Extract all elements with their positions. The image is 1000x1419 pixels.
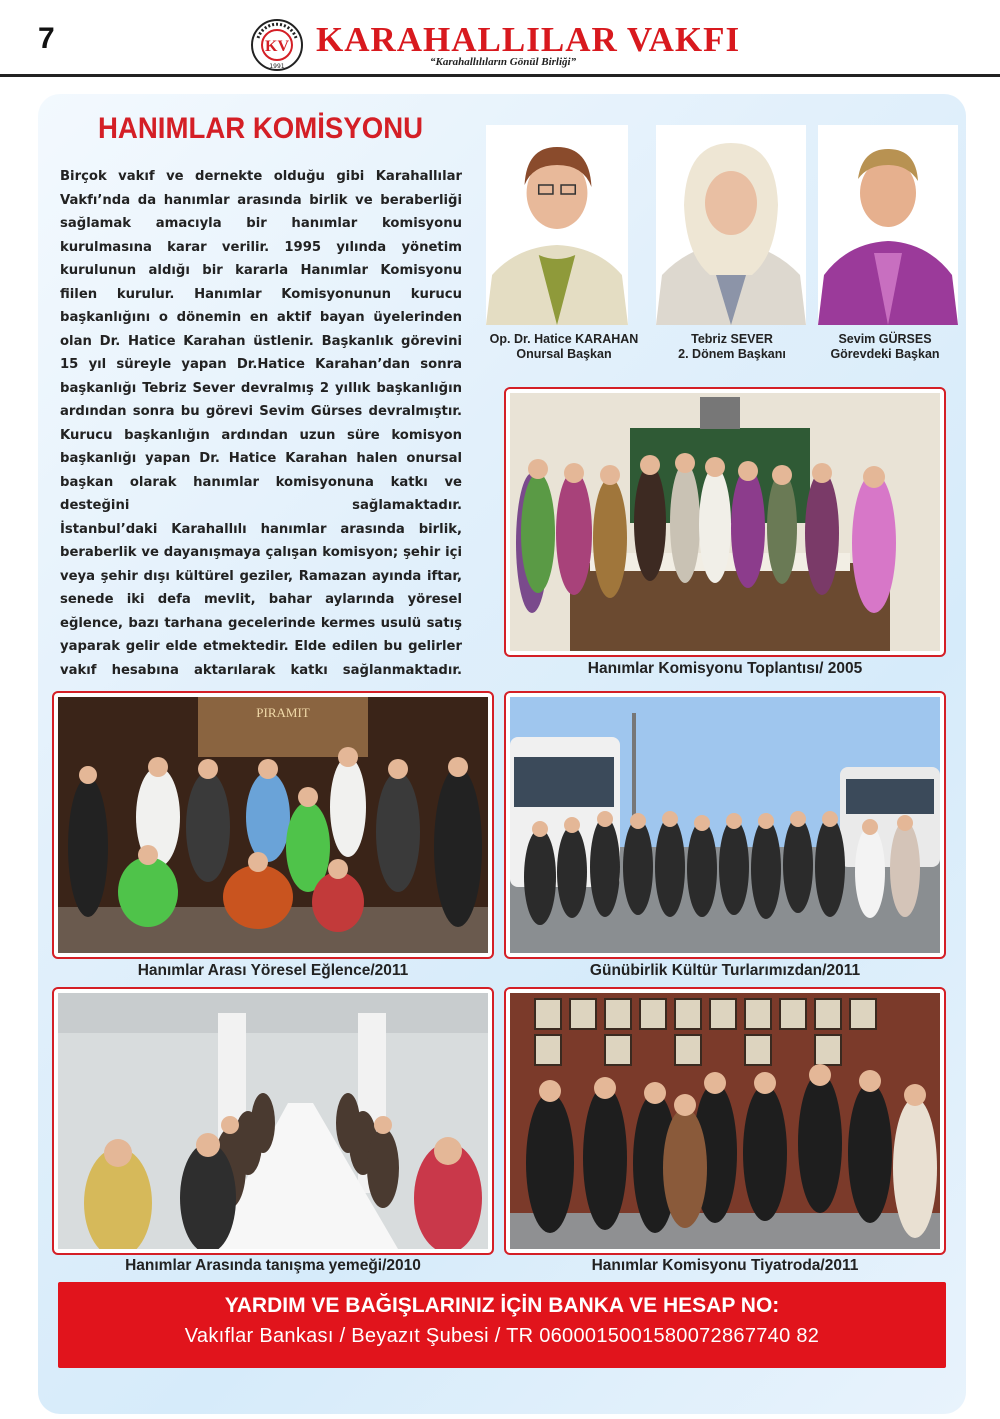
article-paragraph: Kurucu başkanlığın ardından uzun süre komisyon başkanlığı yapan Dr. Hatice Karahan halen onursal başkan olarak hanımlar komisyonuna katkı ve desteğini sağlamaktadır. [60,427,462,513]
portrait-name: Op. Dr. Hatice KARAHAN [489,332,639,346]
meeting-photo [510,393,940,651]
theatre-photo [510,993,940,1249]
photo-committee-at-theatre-2011 [504,987,946,1255]
portrait-photo [656,125,806,325]
bank-info-banner [58,1282,946,1368]
portrait-role: Görevdeki Başkan [830,347,940,361]
article-paragraph: İstanbul’daki Karahallılı hanımlar arasında birlik, beraberlik ve dayanışmaya çalışan komisyon; şehir içi veya şehir dışı kültürel geziler, Ramazan ayında iftar, senede iki defa mevlit, bahar aylarında yöresel eğlence, bazı tarhana gecelerinde kermes usulü satış yaparak gelir elde etmektedir. Elde edilen bu gelirler vakıf hesabına aktarılarak katkı sağlanmaktadır. [60,521,462,678]
tour-photo [510,697,940,953]
photo-caption: Hanımlar Komisyonu Toplantısı/ 2005 [587,660,863,677]
photo-regional-entertainment-2011 [52,691,494,959]
dinner-photo [58,993,488,1249]
photo-culture-tours-2011 [504,691,946,959]
portrait-caption-sevim [800,332,970,362]
photo-caption: Günübirlik Kültür Turlarımızdan/2011 [589,962,861,979]
portrait-caption-hatice [479,332,649,362]
portrait-name: Tebriz SEVER [691,332,773,346]
portrait-tebriz-sever [656,125,806,325]
bank-info-title: YARDIM VE BAĞIŞLARINIZ İÇİN BANKA VE HESAP NO: [224,1294,780,1317]
photo-committee-meeting-2005 [504,387,946,657]
foundation-slogan: “Karahallılıların Gönül Birliği” [430,56,577,68]
photo-caption: Hanımlar Arası Yöresel Eğlence/2011 [137,962,409,979]
portrait-caption-tebriz [647,332,817,362]
foundation-name: KARAHALLILAR VAKFI [316,20,741,59]
portrait-name: Sevim GÜRSES [838,332,932,346]
article-paragraph: Birçok vakıf ve dernekte olduğu gibi Karahallılar Vakfı’nda da hanımlar arasında birlik ve beraberliği sağlamak amacıyla bir hanımlar komisyonu kurulmasına karar verilir. 1995 yılında yönetim kurulunun aldığı bir kararla Hanımlar Komisyonu fiilen kurulur. Hanımlar Komisyonunun kurucu başkanlığını o dönemin en aktif bayan üyelerinden olan Dr. Hatice Karahan üstlenir. Başkanlık görevini 15 yıl süreyle yapan Dr.Hatice Karahan’dan sonra başkanlığı Tebriz Sever devralmış 2 yıllık başkanlığın ardından sonra bu görevi Sevim Gürses devralmıştır. [60,169,462,419]
photo-introduction-dinner-2010 [52,987,494,1255]
photo-caption: Hanımlar Arasında tanışma yemeği/2010 [125,1257,421,1274]
portrait-photo [486,125,628,325]
portrait-sevim-gurses [818,125,958,325]
article-body [60,165,462,682]
photo-caption: Hanımlar Komisyonu Tiyatroda/2011 [591,1257,859,1274]
portrait-role: 2. Dönem Başkanı [678,347,786,361]
portrait-photo [818,125,958,325]
page-header [0,0,1000,80]
restaurant-sign-text: PIRAMIT [256,705,310,720]
portrait-role: Onursal Başkan [516,347,612,361]
page-number: 7 [38,22,55,55]
svg-text:1991: 1991 [269,63,285,70]
section-title: HANIMLAR KOMİSYONU [98,112,424,145]
header-divider [0,74,1000,77]
bank-account-details: Vakıflar Bankası / Beyazıt Şubesi / TR 0600015001580072867740 82 [184,1325,820,1347]
portrait-hatice-karahan [486,125,628,325]
foundation-logo [250,18,304,72]
svg-text:KV: KV [265,38,289,55]
entertainment-photo [58,697,488,953]
